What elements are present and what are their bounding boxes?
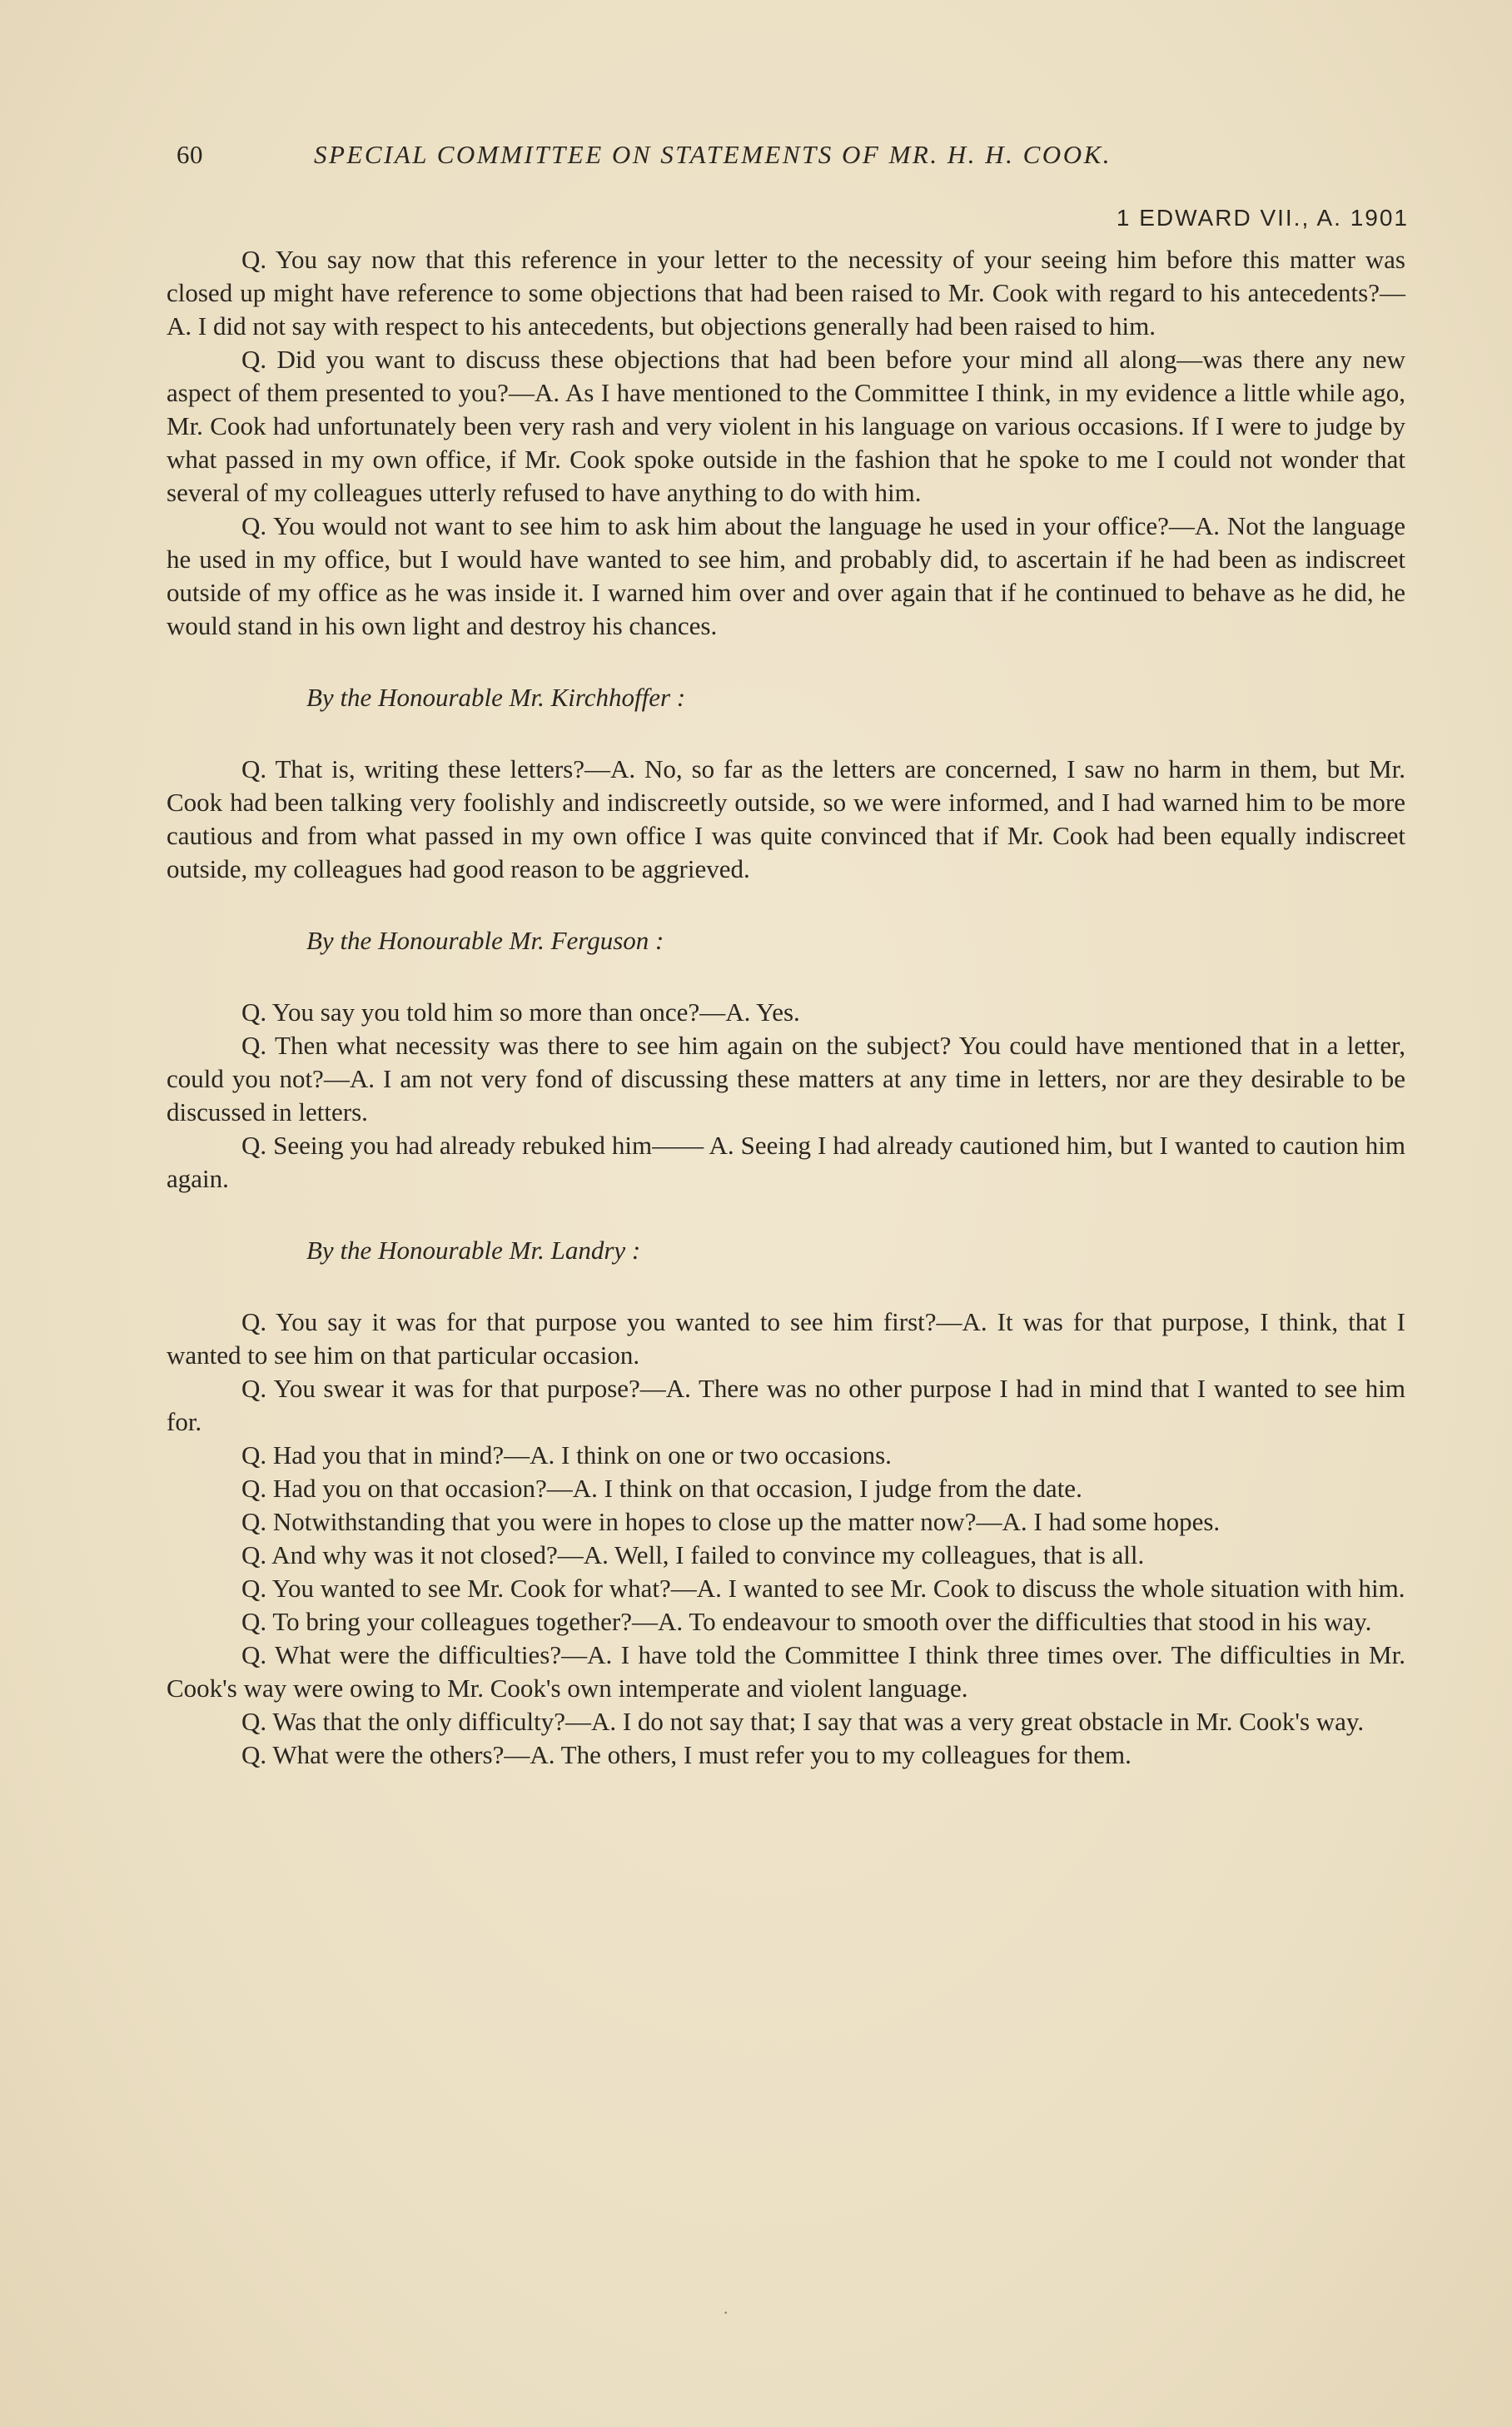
paragraph: Q. And why was it not closed?—A. Well, I failed to convince my colleagues, that is all.: [241, 1540, 1145, 1569]
paragraph: Q. Did you want to discuss these objections that had been before your mind all along—was there any new aspect of them presented to you?—A. As I have mentioned to the Committee I think, in my evidence a little while ago, Mr. Cook had unfortunately been very rash and very violent in his language on various occasions. If I were to judge by what passed in my own office, if Mr. Cook spoke outside in the fashion that he spoke to me I could not wonder that several of my colleagues utterly refused to have anything to do with him.: [167, 345, 1405, 507]
paragraph: Q. Had you on that occasion?—A. I think on that occasion, I judge from the date.: [241, 1474, 1082, 1503]
session-line: 1 EDWARD VII., A. 1901: [1116, 205, 1409, 231]
paragraph: Q. You say it was for that purpose you wanted to see him first?—A. It was for that purpose, I think, that I wanted to see him on that particular occasion.: [167, 1307, 1405, 1370]
paragraph: Q. You say you told him so more than once?—A. Yes.: [241, 997, 800, 1027]
section-heading-landry: By the Honourable Mr. Landry :: [306, 1236, 641, 1265]
paragraph: Q. Then what necessity was there to see him again on the subject? You could have mentioned that in a letter, could you not?—A. I am not very fond of discussing these matters at any time in letters, nor are they desirable to be discussed in letters.: [167, 1031, 1405, 1126]
paragraph: Q. Was that the only difficulty?—A. I do not say that; I say that was a very great obstacle in Mr. Cook's way.: [241, 1707, 1365, 1736]
page-number: 60: [177, 140, 203, 169]
paragraph: Q. You say now that this reference in your letter to the necessity of your seeing him before this matter was closed up might have reference to some objections that had been raised to Mr. Cook with regard to his antecedents?—A. I did not say with respect to his antecedents, but objections generally had been raised to him.: [167, 245, 1405, 341]
testimony-body: [167, 243, 1405, 1772]
paragraph: Q. What were the others?—A. The others, I must refer you to my colleagues for them.: [241, 1740, 1132, 1769]
section-heading-kirchhoffer: By the Honourable Mr. Kirchhoffer :: [306, 683, 686, 712]
paragraph: Q. Seeing you had already rebuked him—— A. Seeing I had already cautioned him, but I wanted to caution him again.: [167, 1131, 1405, 1193]
scan-speck: ·: [723, 2302, 729, 2323]
section-heading-ferguson: By the Honourable Mr. Ferguson :: [306, 926, 664, 955]
paragraph: Q. You wanted to see Mr. Cook for what?—A. I wanted to see Mr. Cook to discuss the whole situation with him.: [241, 1574, 1405, 1603]
paragraph: Q. What were the difficulties?—A. I have told the Committee I think three times over. The difficulties in Mr. Cook's way were owing to Mr. Cook's own intemperate and violent language.: [167, 1640, 1405, 1703]
paragraph: Q. Notwithstanding that you were in hopes to close up the matter now?—A. I had some hopes.: [241, 1507, 1221, 1536]
paragraph: Q. Had you that in mind?—A. I think on one or two occasions.: [241, 1440, 892, 1470]
paragraph: Q. You swear it was for that purpose?—A. There was no other purpose I had in mind that I wanted to see him for.: [167, 1374, 1405, 1436]
page-header: [177, 140, 1409, 182]
paragraph: Q. To bring your colleagues together?—A. To endeavour to smooth over the difficulties that stood in his way.: [241, 1607, 1372, 1636]
paragraph: Q. You would not want to see him to ask him about the language he used in your office?—A. Not the language he used in my office, but I would have wanted to see him, and probably did, to ascertain if he had been as indiscreet outside of my office as he was inside it. I warned him over and over again that if he continued to behave as he did, he would stand in his own light and destroy his chances.: [167, 511, 1405, 640]
paragraph: Q. That is, writing these letters?—A. No, so far as the letters are concerned, I saw no harm in them, but Mr. Cook had been talking very foolishly and indiscreetly outside, so we were informed, and I had warned him to be more cautious and from what passed in my own office I was quite convinced that if Mr. Cook had been equally indiscreet outside, my colleagues had good reason to be aggrieved.: [167, 754, 1405, 883]
running-title: SPECIAL COMMITTEE ON STATEMENTS OF MR. H. H. COOK.: [314, 140, 1112, 169]
